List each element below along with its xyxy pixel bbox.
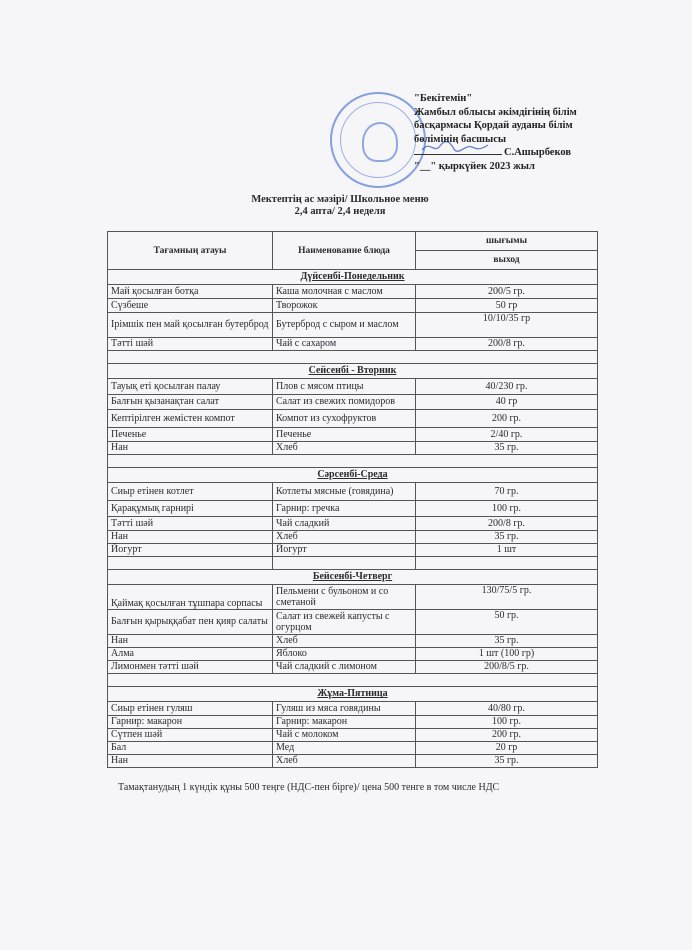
dish-kz: Қарақұмық гарнирі (108, 501, 273, 517)
day-heading-row (108, 570, 598, 585)
dish-ru: Творожок (273, 299, 416, 313)
day-heading-row (108, 270, 598, 285)
title-block (180, 194, 500, 218)
dish-kz: Йогурт (108, 544, 273, 557)
spacer-row (108, 557, 598, 570)
approval-line: бөлімінің басшысы (414, 133, 507, 145)
portion: 200 гр. (416, 729, 598, 742)
table-row (108, 299, 598, 313)
dish-ru: Гарнир: макарон (273, 716, 416, 729)
portion: 40/230 гр. (416, 379, 598, 395)
day-heading-row (108, 364, 598, 379)
dish-ru: Котлеты мясные (говядина) (273, 483, 416, 501)
signer-line (414, 146, 577, 160)
signature-line (414, 154, 502, 155)
day-heading: Сәрсенбі-Среда (108, 468, 598, 483)
page-title: Мектептің ас мәзірі/ Школьное меню (251, 194, 429, 205)
table-row (108, 338, 598, 351)
dish-ru: Мед (273, 742, 416, 755)
dish-kz: Печенье (108, 428, 273, 442)
table-row (108, 661, 598, 674)
dish-ru: Бутерброд с сыром и маслом (273, 313, 416, 338)
spacer-row (108, 674, 598, 687)
table-row (108, 395, 598, 410)
day-heading: Дүйсенбі-Понедельник (108, 270, 598, 285)
portion: 100 гр. (416, 716, 598, 729)
dish-kz: Кептірілген жемістен компот (108, 410, 273, 428)
portion: 200 гр. (416, 410, 598, 428)
portion: 70 гр. (416, 483, 598, 501)
portion: 40/80 гр. (416, 702, 598, 716)
table-row (108, 410, 598, 428)
table-row (108, 379, 598, 395)
dish-kz: Май қосылған ботқа (108, 285, 273, 299)
portion: 100 гр. (416, 501, 598, 517)
emblem-icon (362, 122, 398, 162)
portion: 40 гр (416, 395, 598, 410)
approval-heading: "Бекітемін" (414, 93, 473, 104)
empty-cell (108, 351, 598, 364)
dish-kz: Лимонмен тәтті шәй (108, 661, 273, 674)
dish-ru: Яблоко (273, 648, 416, 661)
portion: 35 гр. (416, 442, 598, 455)
dish-ru: Хлеб (273, 531, 416, 544)
approval-line: басқармасы Қордай ауданы білім (414, 120, 573, 131)
dish-kz: Сүзбеше (108, 299, 273, 313)
portion: 35 гр. (416, 531, 598, 544)
dish-kz: Нан (108, 635, 273, 648)
menu-content (107, 231, 597, 794)
dish-ru: Йогурт (273, 544, 416, 557)
portion: 35 гр. (416, 635, 598, 648)
table-row (108, 585, 598, 610)
table-row (108, 501, 598, 517)
dish-ru: Гуляш из мяса говядины (273, 702, 416, 716)
dish-kz: Бал (108, 742, 273, 755)
portion: 130/75/5 гр. (416, 585, 598, 610)
dish-kz: Ірімшік пен май қосылған бутерброд (108, 313, 273, 338)
dish-ru: Чай с молоком (273, 729, 416, 742)
table-row (108, 742, 598, 755)
header-output-kz: шығымы (416, 232, 598, 251)
portion: 200/8/5 гр. (416, 661, 598, 674)
table-row (108, 544, 598, 557)
dish-kz: Балғын қырыққабат пен қияр салаты (108, 610, 273, 635)
dish-kz: Қаймақ қосылған тұшпара сорпасы (108, 585, 273, 610)
table-row (108, 442, 598, 455)
empty-cell (416, 557, 598, 570)
table-row (108, 716, 598, 729)
dish-ru: Хлеб (273, 635, 416, 648)
empty-cell (108, 557, 273, 570)
day-heading-row (108, 687, 598, 702)
price-note: Тамақтанудың 1 күндік құны 500 теңге (НДС-пен бірге)/ цена 500 тенге в том числе НДС (118, 782, 500, 793)
table-row (108, 755, 598, 768)
dish-kz: Тәтті шәй (108, 517, 273, 531)
dish-ru: Чай сладкий с лимоном (273, 661, 416, 674)
portion: 1 шт (100 гр) (416, 648, 598, 661)
day-heading: Бейсенбі-Четверг (108, 570, 598, 585)
day-heading-row (108, 468, 598, 483)
official-stamp (330, 92, 426, 188)
approval-date: "__" қыркүйек 2023 жыл (414, 160, 535, 172)
dish-ru: Хлеб (273, 442, 416, 455)
dish-kz: Нан (108, 531, 273, 544)
dish-ru: Пельмени с бульоном и со сметаной (273, 585, 416, 610)
table-row (108, 729, 598, 742)
table-row (108, 285, 598, 299)
table-row (108, 428, 598, 442)
menu-table (107, 231, 598, 768)
day-heading: Жұма-Пятница (108, 687, 598, 702)
empty-cell (108, 674, 598, 687)
spacer-row (108, 455, 598, 468)
table-row (108, 313, 598, 338)
dish-kz: Нан (108, 755, 273, 768)
portion: 35 гр. (416, 755, 598, 768)
dish-ru: Каша молочная с маслом (273, 285, 416, 299)
table-row (108, 531, 598, 544)
approval-line: Жамбыл облысы әкімдігінің білім (414, 106, 577, 118)
dish-kz: Сиыр етінен котлет (108, 483, 273, 501)
dish-kz: Сүтпен шәй (108, 729, 273, 742)
dish-ru: Чай с сахаром (273, 338, 416, 351)
page-subtitle: 2,4 апта/ 2,4 неделя (294, 206, 386, 217)
dish-ru: Салат из свежих помидоров (273, 395, 416, 410)
portion: 200/8 гр. (416, 517, 598, 531)
dish-ru: Гарнир: гречка (273, 501, 416, 517)
table-row (108, 610, 598, 635)
dish-ru: Хлеб (273, 755, 416, 768)
dish-kz: Балғын қызанақтан салат (108, 395, 273, 410)
dish-ru: Чай сладкий (273, 517, 416, 531)
portion: 50 гр. (416, 610, 598, 635)
dish-kz: Сиыр етінен гуляш (108, 702, 273, 716)
dish-ru: Печенье (273, 428, 416, 442)
day-heading: Сейсенбі - Вторник (108, 364, 598, 379)
header-output-ru: выход (416, 251, 598, 270)
table-row (108, 702, 598, 716)
portion: 20 гр (416, 742, 598, 755)
header-ru: Наименование блюда (273, 232, 416, 270)
spacer-row (108, 351, 598, 364)
empty-cell (273, 557, 416, 570)
dish-kz: Нан (108, 442, 273, 455)
portion: 2/40 гр. (416, 428, 598, 442)
empty-cell (108, 455, 598, 468)
header-kz: Тағамның атауы (108, 232, 273, 270)
table-row (108, 635, 598, 648)
table-row (108, 483, 598, 501)
portion: 200/5 гр. (416, 285, 598, 299)
signer-name: С.Ашырбеков (504, 147, 572, 158)
approval-block (414, 92, 577, 173)
table-row (108, 648, 598, 661)
dish-kz: Гарнир: макарон (108, 716, 273, 729)
portion: 50 гр (416, 299, 598, 313)
portion: 1 шт (416, 544, 598, 557)
dish-ru: Плов с мясом птицы (273, 379, 416, 395)
dish-kz: Тәтті шәй (108, 338, 273, 351)
table-row (108, 517, 598, 531)
portion: 10/10/35 гр (416, 313, 598, 338)
dish-kz: Тауық еті қосылған палау (108, 379, 273, 395)
dish-kz: Алма (108, 648, 273, 661)
dish-ru: Салат из свежей капусты с огурцом (273, 610, 416, 635)
dish-ru: Компот из сухофруктов (273, 410, 416, 428)
portion: 200/8 гр. (416, 338, 598, 351)
